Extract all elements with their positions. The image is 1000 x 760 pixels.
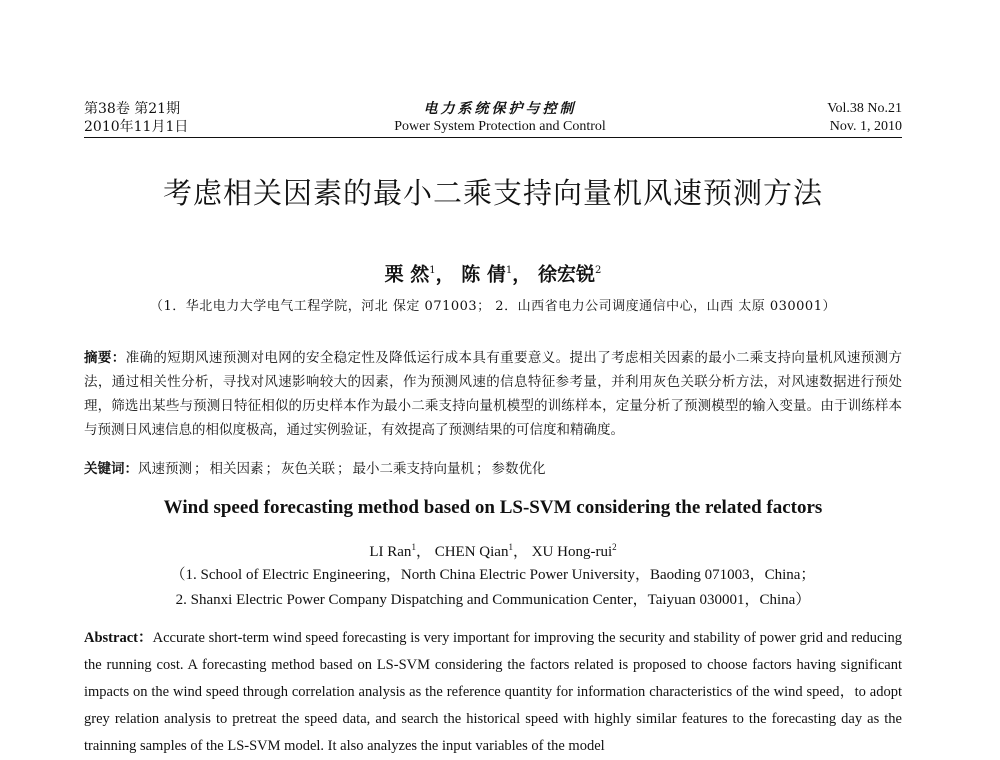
abstract-cn (84, 346, 902, 442)
author-affil-mark: 2 (594, 265, 602, 276)
author-affil-mark: 1 (429, 265, 436, 276)
author-separator: ， (415, 544, 431, 560)
author-separator: ， (435, 263, 455, 286)
affiliation-en-2: 2. Shanxi Electric Power Company Dispatching and Communication Center，Taiyuan 030001，China） (175, 592, 811, 608)
journal-title-en: Power System Protection and Control (394, 119, 606, 134)
author-affil-mark: 1 (411, 542, 416, 552)
affiliation-en-1: （1. School of Electric Engineering，North China Electric Power University，Baoding 071003，China； (170, 567, 816, 583)
keyword-separator: ； (265, 461, 279, 477)
abstract-label-cn: 摘要： (84, 350, 126, 366)
affiliation-cn: （1．华北电力大学电气工程学院，河北 保定 071003； 2．山西省电力公司调度通信中心，山西 太原 030001） (150, 299, 836, 314)
keywords-cn (84, 457, 902, 481)
header-center (330, 100, 670, 136)
header-left (84, 100, 254, 136)
author-name: LI Ran (369, 544, 412, 560)
abstract-text-cn: 准确的短期风速预测对电网的安全稳定性及降低运行成本具有重要意义。提出了考虑相关因素的最小二乘支持向量机风速预测方法，通过相关性分析，寻找对风速影响较大的因素，作为预测风速的信息特征参考量，并利用灰色关联分析方法，对风速数据进行预处理，筛选出某些与预测日特征相似的历史样本作为最小二乘支持向量机模型的训练样本，定量分析了预测模型的输入变量。由于训练样本与预测日风速信息的相似度极高，通过实例验证，有效提高了预测结果的可信度和精确度。 (84, 350, 903, 438)
author-separator: ， (512, 263, 532, 286)
authors-cn (84, 258, 902, 287)
keyword: 风速预测 (138, 461, 192, 477)
author-name: 栗 然 (384, 263, 430, 286)
keyword: 相关因素 (209, 461, 264, 477)
author-name: XU Hong-rui (531, 544, 613, 560)
abstract-en (84, 625, 902, 760)
keyword: 灰色关联 (281, 461, 335, 477)
abstract-label-en: Abstract： (84, 630, 153, 646)
keywords-label-cn: 关键词： (84, 461, 138, 477)
volume-issue-en: Vol.38 No.21 (827, 101, 902, 116)
abstract-text-en: Accurate short-term wind speed forecasting is very important for improving the security and stability of power grid and reducing the running cost. A forecasting method based on LS-SVM considering the factors related is proposed to choose factors having significant impacts on the wind speed through correlation analysis as the reference quantity for information characteristics of the wind speed，to adopt grey relation analysis to pretreat the speed data, and search the historical speed with highly similar features to the forecasting day as the trainning samples of the LS-SVM model. It also analyzes the input variables of the model (84, 630, 902, 754)
keyword-separator: ； (476, 461, 490, 477)
author-name: CHEN Qian (434, 544, 509, 560)
keyword: 参数优化 (491, 461, 546, 477)
authors-en (84, 537, 902, 562)
journal-title-cn: 电力系统保护与控制 (423, 101, 577, 117)
keyword-separator: ； (194, 461, 208, 477)
header-divider (84, 137, 902, 138)
keyword: 最小二乘支持向量机 (352, 461, 474, 477)
author-affil-mark: 1 (508, 542, 513, 552)
volume-issue-cn: 第38卷 第21期 (84, 101, 181, 117)
header-right (760, 100, 902, 136)
author-name: 徐宏锐 (537, 263, 595, 286)
author-affil-mark: 2 (612, 542, 617, 552)
author-name: 陈 倩 (461, 263, 506, 286)
paper-title-en: Wind speed forecasting method based on LS-SVM considering the related factors (163, 497, 823, 518)
keyword-separator: ； (337, 461, 351, 477)
author-affil-mark: 1 (505, 265, 513, 276)
date-en: Nov. 1, 2010 (829, 119, 902, 134)
date-cn: 2010年11月1日 (84, 119, 189, 135)
paper-title-cn: 考虑相关因素的最小二乘支持向量机风速预测方法 (162, 176, 823, 210)
author-separator: ， (512, 544, 528, 560)
